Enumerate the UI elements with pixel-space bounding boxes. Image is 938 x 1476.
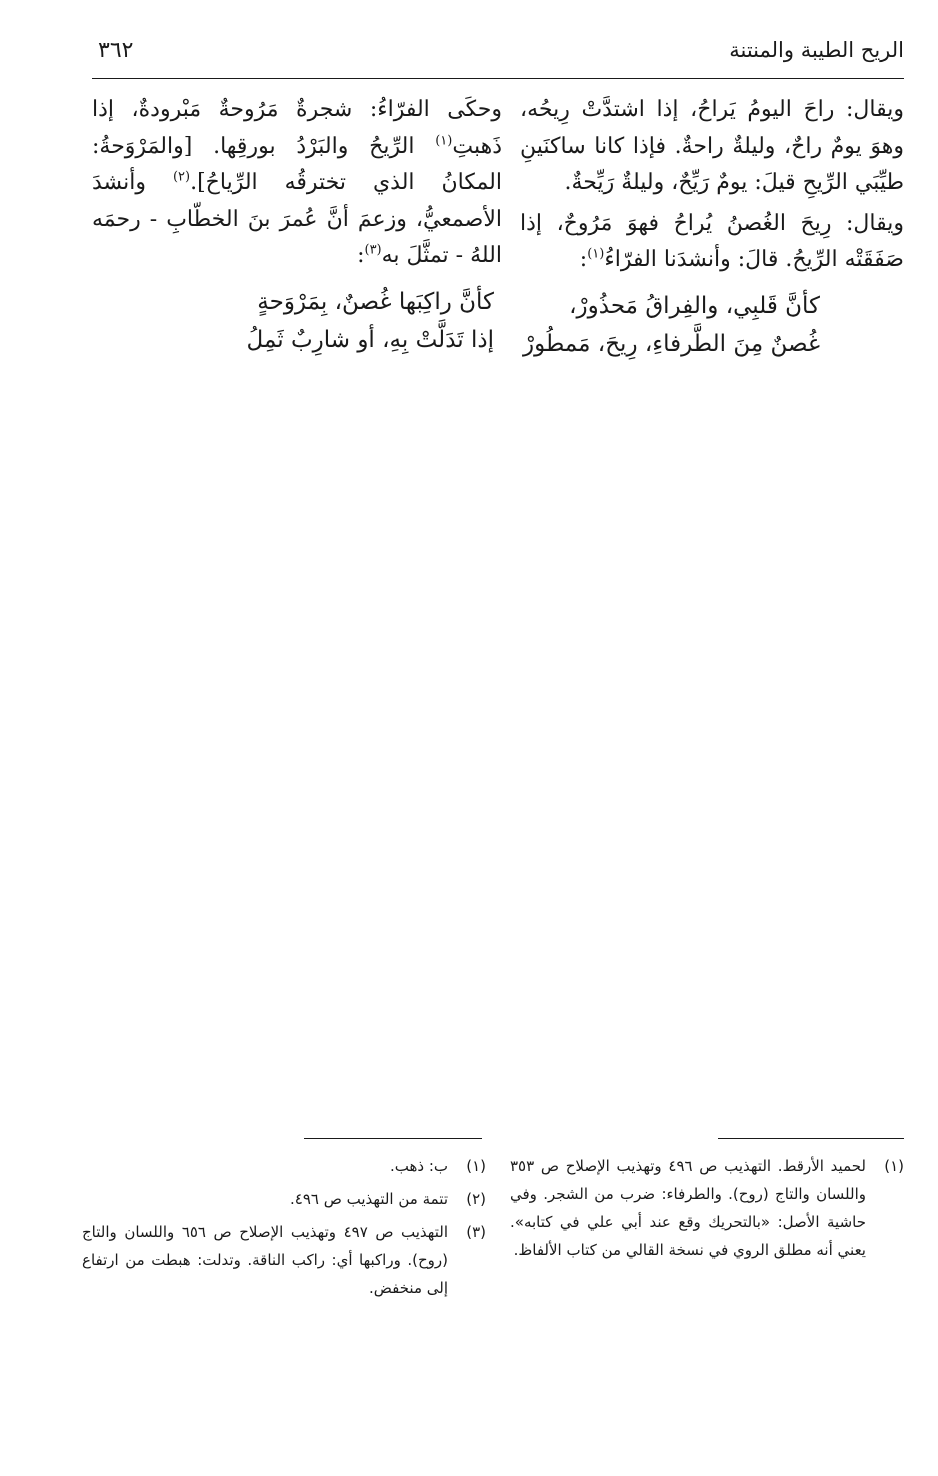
paragraph: ويقال: راحَ اليومُ يَراحُ، إذا اشتدَّتْ رِيحُه، وهوَ يومٌ راحٌ، وليلةٌ راحةٌ. فإذا كانا ساكنَينِ طيِّبَي الرِّيحِ قيلَ: يومٌ رَيِّحٌ، وليلةٌ رَيِّحةٌ.: [520, 97, 904, 195]
running-title: الريح الطيبة والمنتنة: [729, 38, 904, 62]
header-rule: [92, 78, 904, 79]
footnote-ref: (١): [435, 133, 453, 149]
footnote-ref: (٢): [172, 169, 191, 185]
footnote: [82, 1185, 486, 1213]
verse-line: كأنَّ راكِبَها غُصنٌ، بِمَرْوَحةٍ: [257, 288, 494, 315]
verse-line: إذا تَدَلَّتْ بِهِ، أو شارِبٌ ثَمِلُ: [246, 326, 494, 353]
footnote-number: (٣): [466, 1223, 486, 1241]
footnote-text: ب: ذهب.: [389, 1157, 448, 1175]
verse-line: غُصنٌ مِنَ الطَّرفاءِ، رِيحَ، مَمطُورْ: [522, 330, 820, 357]
verse-block: [92, 283, 502, 359]
paragraph-text: وأنشدَ الأصمعيُّ، وزعمَ أنَّ عُمرَ بنَ الخطّابِ - رحمَه اللهُ - تمثَّلَ به: [92, 170, 502, 268]
footnote: [82, 1152, 486, 1180]
footnote-rule: [304, 1138, 482, 1139]
footnote: [510, 1152, 904, 1264]
footnote-number: (٢): [466, 1190, 486, 1208]
footnote-ref: (١): [587, 246, 605, 262]
footnote: [82, 1218, 486, 1302]
page-number: ٣٦٢: [98, 38, 134, 63]
verse-block: [520, 287, 904, 363]
paragraph-text: الرِّيحُ والبَرْدُ بورقِها. [والمَرْوَحةُ: المكانُ الذي تخترقُه الرِّياحُ].: [92, 133, 502, 195]
paragraph-colon: :: [579, 247, 588, 272]
footnote-text: تتمة من التهذيب ص ٤٩٦.: [290, 1190, 448, 1208]
footnotes-right: [510, 1152, 904, 1269]
left-column: [92, 92, 502, 359]
footnotes-left: [82, 1152, 486, 1307]
paragraph-text: وحكَى الفرّاءُ: شجرةٌ مَرُوحةٌ مَبْرودةٌ، إذا ذَهبتِ: [92, 97, 502, 159]
verse-line: كأنَّ قَلبِي، والفِراقُ مَحذُورْ،: [569, 292, 820, 319]
footnote-number: (١): [466, 1157, 486, 1175]
footnote-text: لحميد الأرقط. التهذيب ص ٤٩٦ وتهذيب الإصلاح ص ٣٥٣ واللسان والتاج (روح). والطرفاء: ضرب من الشجر. وفي حاشية الأصل: «بالتحريك وقع عند أبي علي في كتابه». يعني أنه مطلق الروي في نسخة القالي من كتاب الألفاظ.: [510, 1157, 866, 1259]
paragraph: [92, 92, 502, 275]
right-column: [520, 92, 904, 363]
paragraph-text: ويقال: رِيحَ الغُصنُ يُراحُ فهوَ مَرُوحٌ، إذا صَفَقَتْه الرِّيحُ. قالَ: وأنشدَنا الفرّاءُ: [520, 210, 904, 272]
footnote-number: (١): [884, 1157, 904, 1175]
footnote-text: التهذيب ص ٤٩٧ وتهذيب الإصلاح ص ٦٥٦ واللسان والتاج (روح). وراكبها أي: راكب الناقة. وتدلت: هبطت من ارتفاع إلى منخفض.: [82, 1223, 448, 1297]
footnote-ref: (٣): [364, 242, 382, 258]
footnote-rule: [718, 1138, 904, 1139]
paragraph-colon: :: [357, 243, 365, 268]
paragraph: [520, 206, 904, 279]
